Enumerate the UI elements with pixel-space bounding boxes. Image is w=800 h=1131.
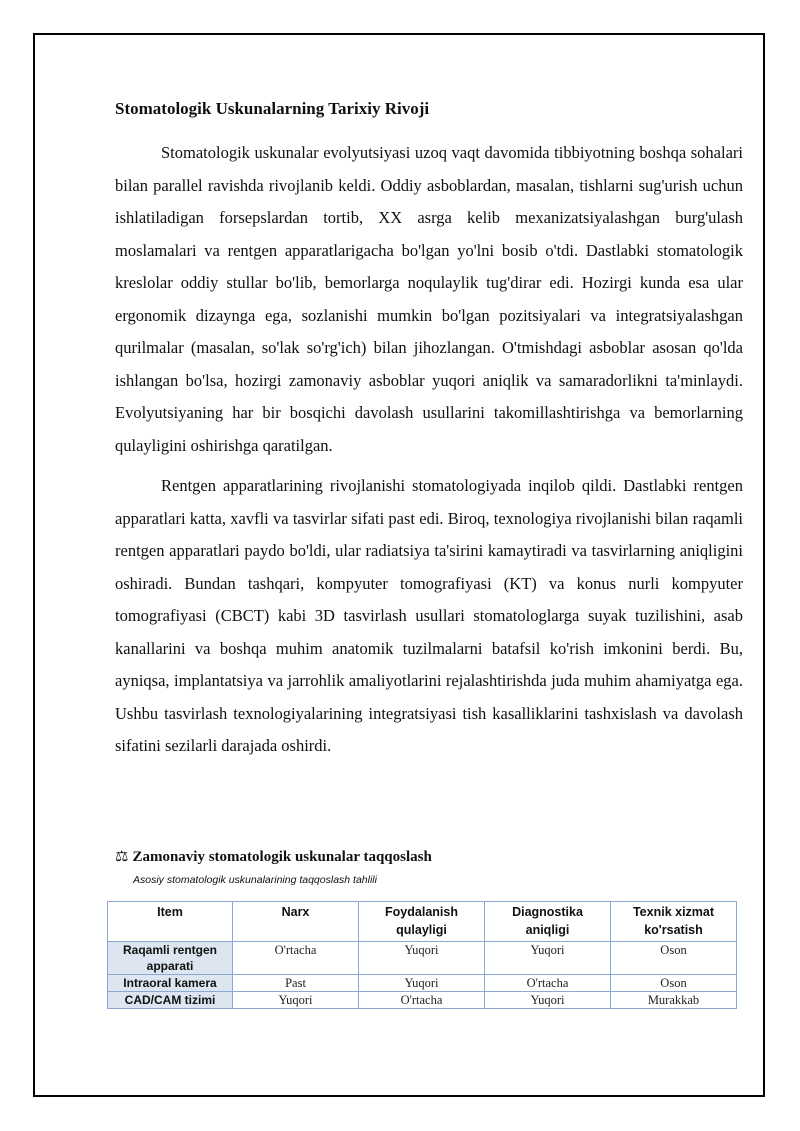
header-narx: Narx <box>233 902 359 942</box>
row-label: Intraoral kamera <box>108 975 233 992</box>
row-label: Raqamli rentgen apparati <box>108 942 233 975</box>
table-cell: O'rtacha <box>485 975 611 992</box>
header-foydalanish-qulayligi: Foydalanish qulayligi <box>359 902 485 942</box>
table-row <box>108 992 737 1009</box>
section-heading-text: Zamonaviy stomatologik uskunalar taqqoslash <box>132 849 432 865</box>
table-cell: Murakkab <box>611 992 737 1009</box>
scales-icon: ⚖ <box>115 849 129 865</box>
row-label: CAD/CAM tizimi <box>108 992 233 1009</box>
header-item: Item <box>108 902 233 942</box>
header-texnik-xizmat: Texnik xizmat ko'rsatish <box>611 902 737 942</box>
document-title: Stomatologik Uskunalarning Tarixiy Rivoji <box>115 99 430 118</box>
table-row <box>108 942 737 975</box>
table-cell: Yuqori <box>359 975 485 992</box>
paragraph-history: Stomatologik uskunalar evolyutsiyasi uzoq vaqt davomida tibbiyotning boshqa sohalari bilan parallel ravishda rivojlanib keldi. Oddiy asboblardan, masalan, tishlarni sug'urish uchun ishlatiladigan forsepslardan tortib, XX asrga kelib mexanizatsiyalashgan burg'ulash moslamalari va rentgen apparatlarigacha bo'lgan yo'lni bosib o'tdi. Dastlabki stomatologik kreslolar oddiy stullar bo'lib, bemorlarga noqulaylik tug'dirar edi. Hozirgi kunda esa ular ergonomik dizaynga ega, sozlanishi mumkin bo'lgan pozitsiyalari va integratsiyalashgan qurilmalar (masalan, so'lak so'rg'ich) bilan jihozlangan. O'tmishdagi asboblar asosan qo'lda ishlangan bo'lsa, hozirgi zamonaviy asboblar yuqori aniqlik va samaradorlikni ta'minlaydi. Evolyutsiyaning har bir bosqichi davolash usullarini takomillashtirishga va bemorlarning qulayligini oshirishga qaratilgan. <box>115 143 743 455</box>
table-cell: Past <box>233 975 359 992</box>
table-cell: Yuqori <box>233 992 359 1009</box>
table-cell: Oson <box>611 975 737 992</box>
table-cell: Yuqori <box>485 992 611 1009</box>
paragraph-xray: Rentgen apparatlarining rivojlanishi stomatologiyada inqilob qildi. Dastlabki rentgen apparatlari katta, xavfli va tasvirlar sifati past edi. Biroq, texnologiya rivojlanishi bilan raqamli rentgen apparatlari paydo bo'ldi, ular radiatsiya ta'sirini kamaytiradi va tasvirlarning aniqligini oshiradi. Bundan tashqari, kompyuter tomografiyasi (KT) va konus nurli kompyuter tomografiyasi (CBCT) kabi 3D tasvirlash usullari stomatologlarga suyak tuzilishini, asab kanallarini va boshqa muhim anatomik tuzilmalarni batafsil ko'rish imkonini berdi. Bu, ayniqsa, implantatsiya va jarrohlik amaliyotlarini rejalashtirishda juda muhim ahamiyatga ega. Ushbu tasvirlash texnologiyalarining integratsiyasi tish kasalliklarini tashxislash va davolash sifatini sezilarli darajada oshirdi. <box>115 476 743 755</box>
table-caption: Asosiy stomatologik uskunalarining taqqoslash tahlili <box>133 874 377 886</box>
table-cell: O'rtacha <box>233 942 359 975</box>
table-cell: Yuqori <box>359 942 485 975</box>
table-cell: Yuqori <box>485 942 611 975</box>
table-cell: Oson <box>611 942 737 975</box>
table-header-row <box>108 902 737 942</box>
document-body <box>115 98 743 771</box>
table-row <box>108 975 737 992</box>
section-heading <box>115 847 432 867</box>
header-diagnostika-aniqligi: Diagnostika aniqligi <box>485 902 611 942</box>
comparison-table <box>107 901 737 1009</box>
table-cell: O'rtacha <box>359 992 485 1009</box>
